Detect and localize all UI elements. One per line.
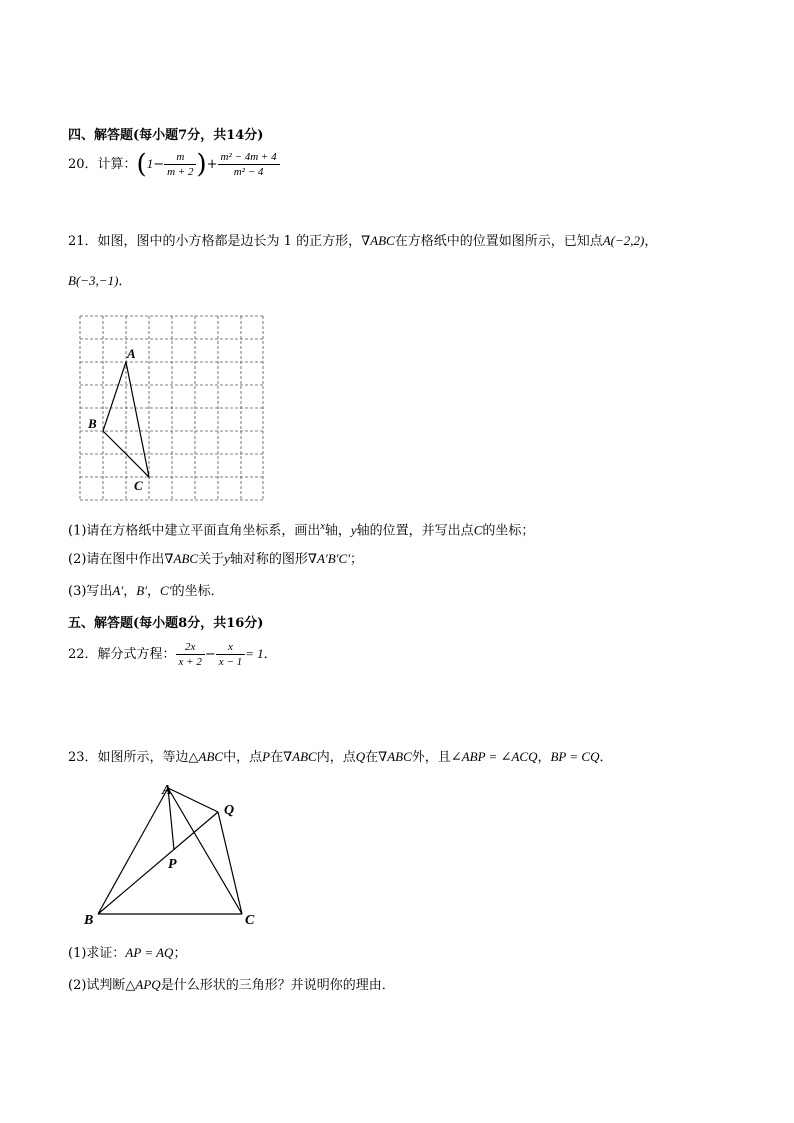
q20-plus: +: [206, 157, 218, 172]
question-20: [68, 150, 280, 179]
q21-part-1: (1)请在方格纸中建立平面直角坐标系，画出$^x$轴，y轴的位置，并写出点C的坐标；: [68, 521, 535, 539]
section-5-heading: 五、解答题(每小题8分，共16分): [68, 616, 264, 631]
segment-bq: [98, 812, 218, 914]
side-ab: [98, 788, 168, 914]
q21-part-2: (2)请在图中作出∇ABC关于y轴对称的图形∇A′B′C′；: [68, 551, 364, 567]
triangle-figure: [78, 778, 288, 930]
grid-lines: [80, 316, 263, 500]
question-21-line-2: B(−3,−1)．: [68, 273, 132, 289]
q21-point-a: A(−2,2): [602, 233, 645, 248]
label-a: A: [162, 783, 172, 798]
q20-one: 1: [146, 156, 154, 171]
question-21-line-1: 21．如图，图中的小方格都是边长为 1 的正方形，∇ABC在方格纸中的位置如图所示，已知点A(−2,2)，: [68, 233, 658, 249]
q23-part-2: (2)试判断△APQ是什么形状的三角形？并说明你的理由．: [68, 977, 395, 993]
label-q: Q: [224, 803, 235, 818]
label-c: C: [134, 478, 143, 493]
segment-qc: [218, 812, 242, 914]
left-paren: (: [136, 149, 147, 180]
label-p: P: [168, 857, 177, 872]
label-b: B: [88, 416, 97, 431]
triangle-abc: [103, 362, 149, 477]
q22-fraction-1: $\frac{2x}{x + 2}$: [176, 640, 205, 669]
q22-fraction-2: $\frac{x}{x - 1}$: [216, 640, 245, 669]
label-b: B: [84, 913, 94, 928]
q20-fraction-2: $\frac{\text{m² − 4m + 4}}{\text{m² − 4}}$: [218, 150, 280, 179]
q21-part-3: (3)写出A′，B′，C′的坐标．: [68, 583, 224, 599]
q20-fraction-1: $\frac{m}{m + 2}$: [164, 150, 196, 179]
section-4-heading: 四、解答题(每小题7分，共14分): [68, 128, 264, 143]
q20-minus: −: [153, 157, 165, 172]
label-c: C: [245, 913, 255, 928]
q20-label: 20．计算：: [68, 157, 137, 172]
q21-point-b: B(−3,−1): [68, 273, 119, 288]
right-paren: ): [196, 149, 207, 180]
question-22: 22．解分式方程： $\frac{2x}{x + 2}$ − $\frac{x}{x - 1}$ = 1．: [68, 641, 277, 668]
q23-part-1: (1)求证：AP = AQ；: [68, 945, 187, 961]
q21-triangle: ∇ABC: [361, 233, 395, 248]
question-23: 23．如图所示，等边△ABC中，点P在∇ABC内，点Q在∇ABC外，且∠ABP = ∠ACQ，BP = CQ．: [68, 749, 613, 765]
label-a: A: [127, 346, 136, 361]
grid-figure: [76, 312, 268, 504]
